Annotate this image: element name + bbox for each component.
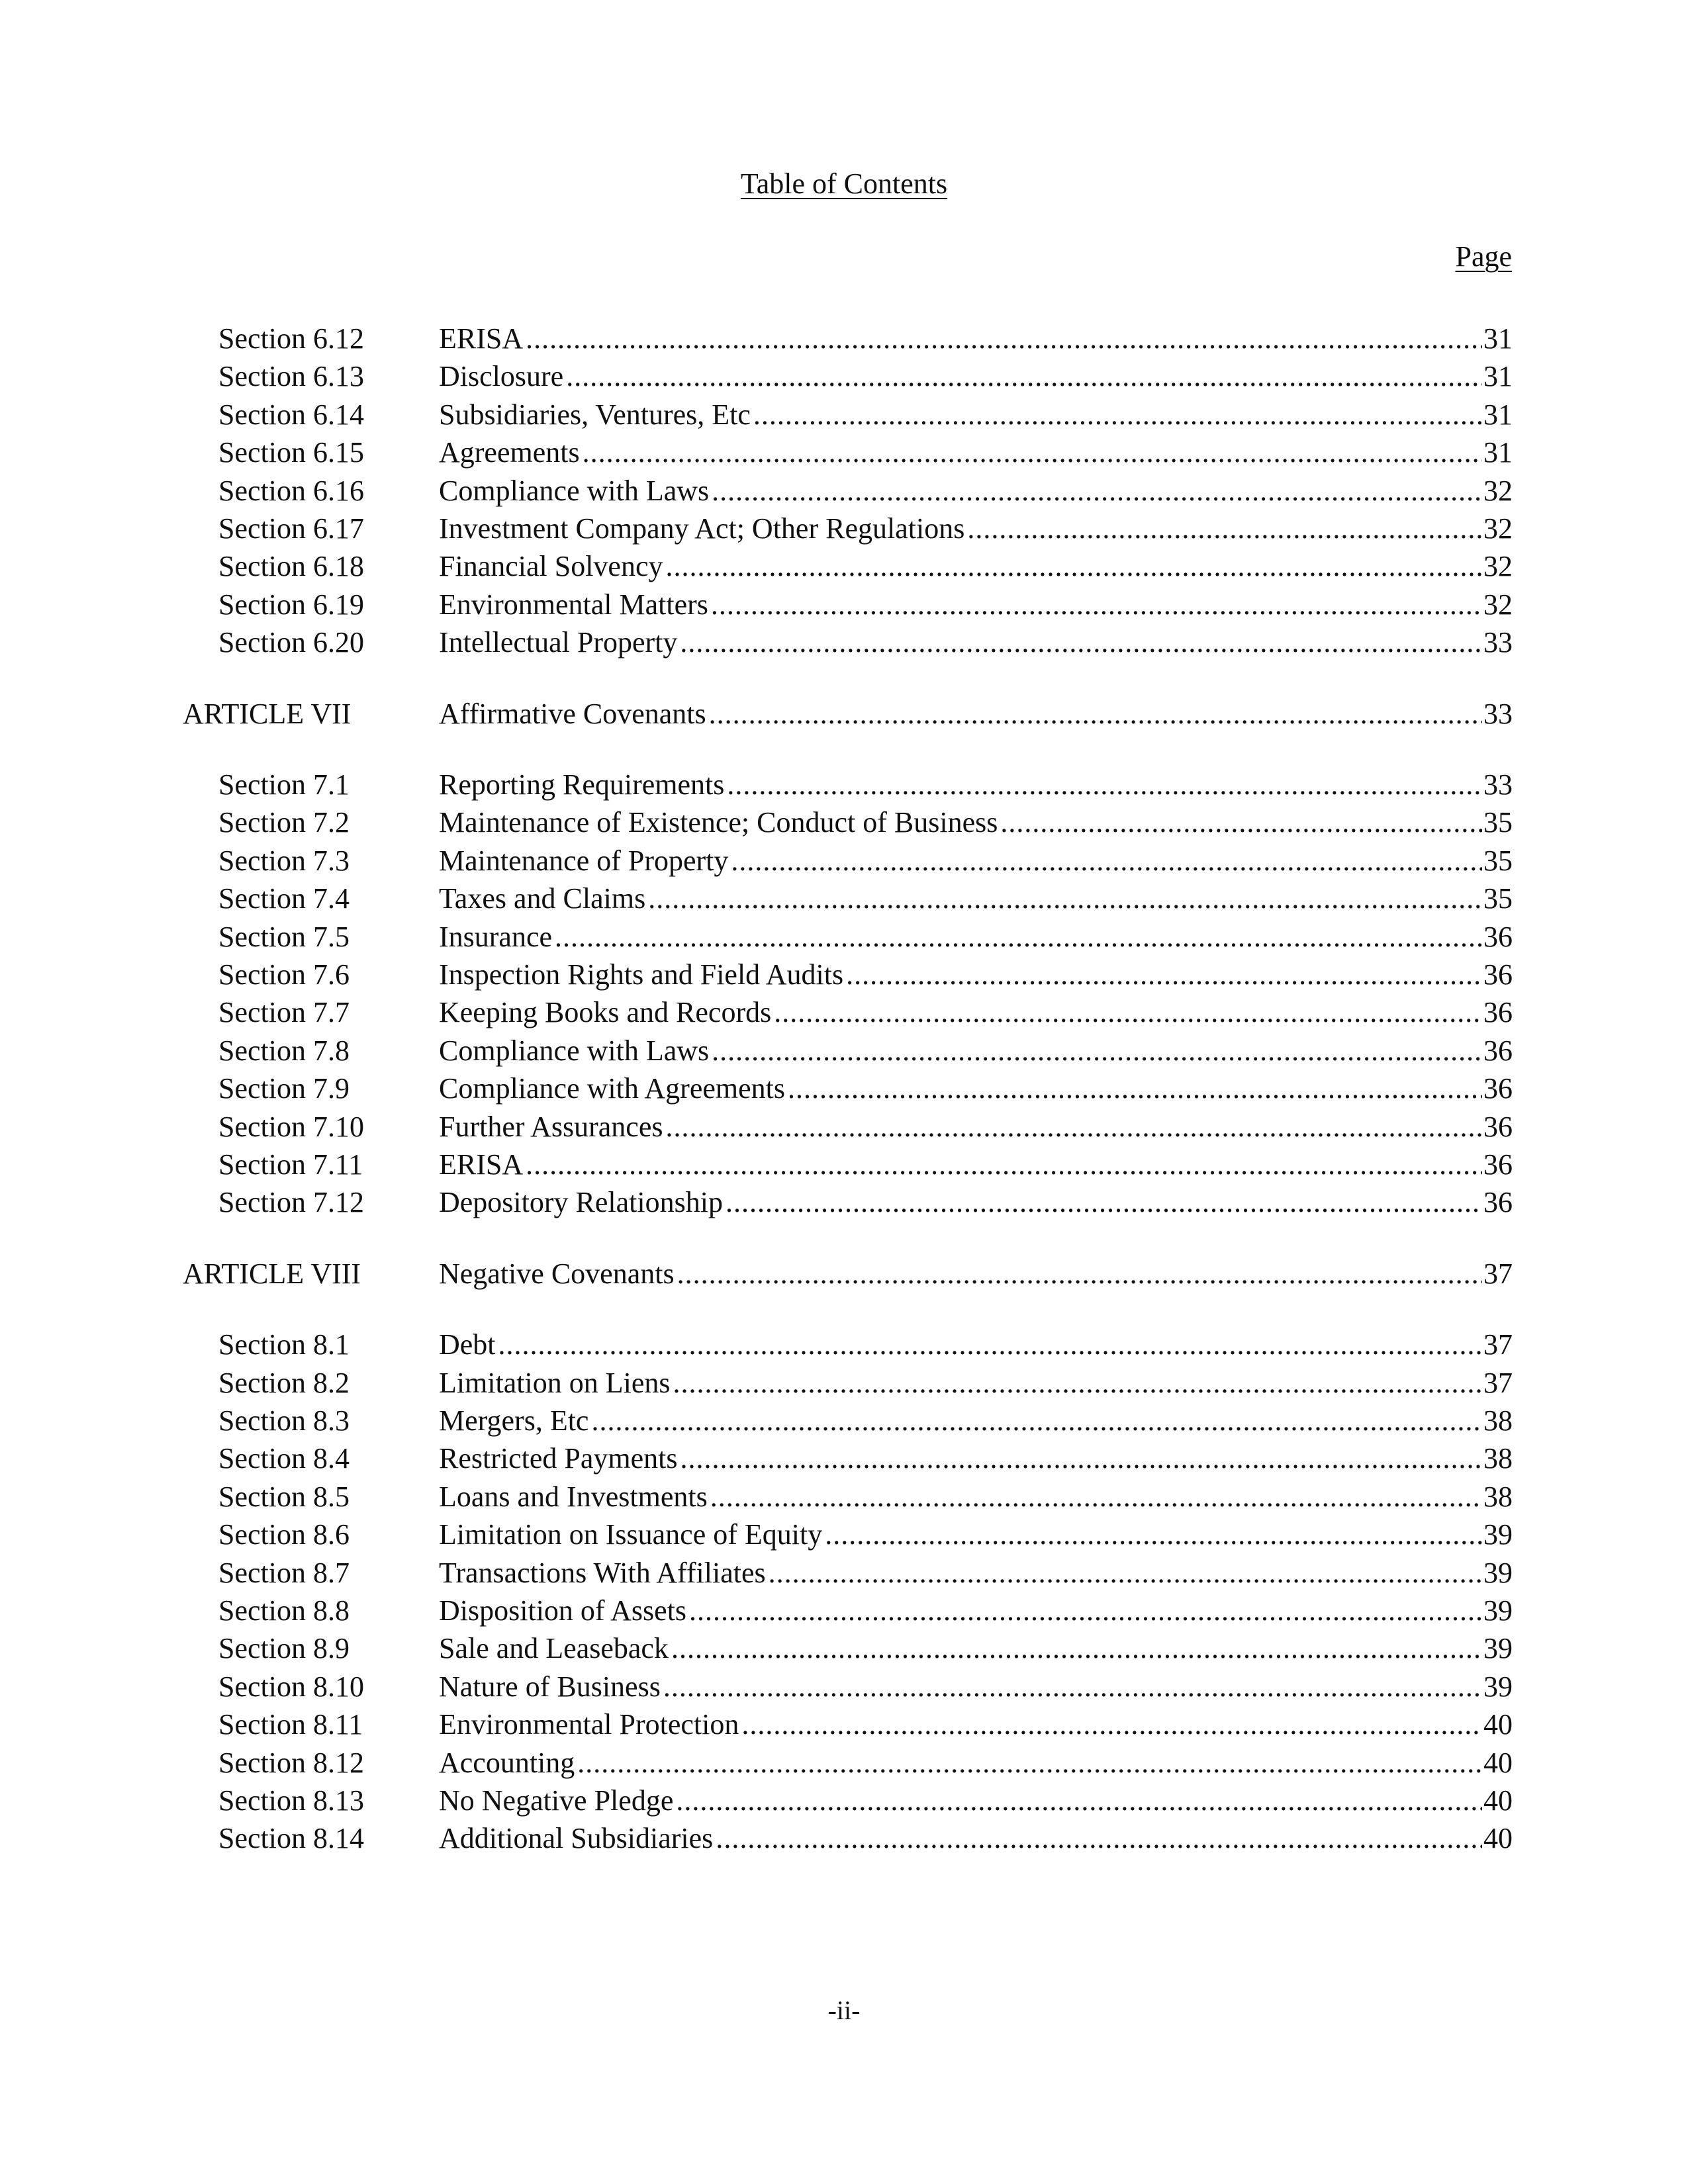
dot-leader <box>677 1255 1482 1293</box>
entry-title: Restricted Payments <box>439 1442 678 1475</box>
entry-page-number: 36 <box>1483 1148 1513 1181</box>
section-number: Section 7.6 <box>218 958 350 991</box>
section-number: Section 6.18 <box>218 550 364 582</box>
entry-page-number: 35 <box>1483 882 1513 915</box>
entry-page-number: 32 <box>1483 512 1513 545</box>
toc-entry <box>439 766 1513 804</box>
dot-leader <box>666 547 1483 586</box>
toc-entry <box>439 1478 1513 1516</box>
section-number: Section 7.5 <box>218 921 350 953</box>
toc-section-row <box>0 1183 1688 1222</box>
section-number: Section 8.14 <box>218 1822 364 1854</box>
page-column-header: Page <box>1455 240 1512 273</box>
entry-title: Nature of Business <box>439 1670 661 1703</box>
toc-entry <box>439 472 1513 510</box>
toc-entry <box>439 1516 1513 1554</box>
toc-entry <box>439 880 1513 918</box>
entry-page-number: 39 <box>1483 1557 1513 1589</box>
entry-title: No Negative Pledge <box>439 1784 674 1817</box>
section-number: Section 7.1 <box>218 768 350 801</box>
section-number: Section 6.20 <box>218 626 364 659</box>
entry-title: Intellectual Property <box>439 626 678 659</box>
entry-title: Investment Company Act; Other Regulations <box>439 512 965 545</box>
entry-title: ERISA <box>439 1148 524 1181</box>
entry-page-number: 31 <box>1483 360 1513 392</box>
section-number: Section 7.7 <box>218 996 350 1028</box>
dot-leader <box>566 357 1482 396</box>
dot-leader <box>689 1592 1482 1630</box>
entry-title: Affirmative Covenants <box>439 698 706 730</box>
entry-title: Additional Subsidiaries <box>439 1822 714 1854</box>
toc-section-row <box>0 1706 1688 1744</box>
entry-page-number: 36 <box>1483 1072 1513 1105</box>
dot-leader <box>577 1744 1482 1782</box>
entry-page-number: 36 <box>1483 996 1513 1028</box>
entry-title: Compliance with Agreements <box>439 1072 785 1105</box>
section-number: Section 6.14 <box>218 398 364 431</box>
dot-leader <box>671 1629 1482 1668</box>
toc-entry <box>439 433 1513 472</box>
entry-title: Further Assurances <box>439 1111 663 1143</box>
toc-entry <box>439 1364 1513 1402</box>
entry-title: Negative Covenants <box>439 1257 675 1290</box>
entry-title: Taxes and Claims <box>439 882 646 915</box>
toc-entry <box>439 1439 1513 1478</box>
section-number: Section 7.11 <box>218 1148 363 1181</box>
toc-entry <box>439 993 1513 1032</box>
toc-entry <box>439 956 1513 994</box>
toc-section-row <box>0 357 1688 396</box>
toc-entry <box>439 1183 1513 1222</box>
toc-entry <box>439 396 1513 434</box>
toc-section-row <box>0 1032 1688 1070</box>
section-number: Section 6.19 <box>218 588 364 621</box>
section-number: Section 8.1 <box>218 1328 350 1361</box>
section-number: Section 8.13 <box>218 1784 364 1817</box>
toc-entry <box>439 918 1513 956</box>
entry-title: ERISA <box>439 322 524 355</box>
dot-leader <box>583 433 1482 472</box>
dot-leader <box>712 472 1482 510</box>
entry-page-number: 38 <box>1483 1480 1513 1513</box>
dot-leader <box>769 1554 1482 1592</box>
entry-page-number: 33 <box>1483 698 1513 730</box>
dot-leader <box>673 1364 1482 1402</box>
dot-leader <box>648 880 1482 918</box>
section-number: Section 7.8 <box>218 1034 350 1067</box>
entry-page-number: 39 <box>1483 1594 1513 1627</box>
section-number: Section 8.12 <box>218 1747 364 1779</box>
dot-leader <box>680 1439 1483 1478</box>
toc-entry <box>439 1146 1513 1184</box>
section-number: Section 8.2 <box>218 1367 350 1399</box>
toc-section-row <box>0 1668 1688 1706</box>
section-number: Section 7.2 <box>218 806 350 839</box>
entry-title: Debt <box>439 1328 496 1361</box>
entry-page-number: 37 <box>1483 1328 1513 1361</box>
toc-section-row <box>0 1516 1688 1554</box>
entry-title: Transactions With Affiliates <box>439 1557 766 1589</box>
dot-leader <box>663 1668 1482 1706</box>
entry-page-number: 31 <box>1483 436 1513 469</box>
toc-entry <box>439 1819 1513 1858</box>
toc-entry <box>439 1782 1513 1820</box>
entry-title: Agreements <box>439 436 580 469</box>
section-number: Section 6.15 <box>218 436 364 469</box>
toc-entry <box>439 510 1513 548</box>
dot-leader <box>753 396 1482 434</box>
toc-section-row <box>0 396 1688 434</box>
entry-page-number: 39 <box>1483 1632 1513 1664</box>
entry-page-number: 32 <box>1483 550 1513 582</box>
dot-leader <box>591 1402 1482 1440</box>
section-number: Section 6.16 <box>218 475 364 507</box>
entry-page-number: 40 <box>1483 1708 1513 1741</box>
dot-leader <box>726 1183 1482 1222</box>
toc-entry <box>439 842 1513 880</box>
page-number-footer: -ii- <box>827 1995 861 2025</box>
section-number: Section 8.8 <box>218 1594 350 1627</box>
dot-leader <box>710 1478 1482 1516</box>
entry-page-number: 36 <box>1483 1186 1513 1218</box>
entry-page-number: 37 <box>1483 1257 1513 1290</box>
toc-entry <box>439 357 1513 396</box>
entry-title: Compliance with Laws <box>439 475 710 507</box>
entry-title: Limitation on Liens <box>439 1367 671 1399</box>
dot-leader <box>709 695 1482 733</box>
toc-section-row <box>0 1629 1688 1668</box>
entry-page-number: 33 <box>1483 626 1513 659</box>
toc-section-row <box>0 472 1688 510</box>
entry-title: Environmental Matters <box>439 588 708 621</box>
dot-leader <box>526 320 1482 358</box>
dot-leader <box>711 586 1482 624</box>
toc-entry <box>439 1592 1513 1630</box>
toc-entry <box>439 1706 1513 1744</box>
toc-section-row <box>0 1402 1688 1440</box>
toc-entry <box>439 695 1513 733</box>
dot-leader <box>676 1782 1482 1820</box>
toc-entry <box>439 1255 1513 1293</box>
entry-title: Reporting Requirements <box>439 768 725 801</box>
entry-title: Subsidiaries, Ventures, Etc <box>439 398 751 431</box>
toc-section-row <box>0 956 1688 994</box>
toc-section-row <box>0 766 1688 804</box>
toc-section-row <box>0 1592 1688 1630</box>
entry-title: Depository Relationship <box>439 1186 723 1218</box>
toc-entry <box>439 586 1513 624</box>
article-number: ARTICLE VIII <box>183 1257 361 1290</box>
entry-title: Financial Solvency <box>439 550 663 582</box>
dot-leader <box>716 1819 1482 1858</box>
section-number: Section 7.10 <box>218 1111 364 1143</box>
toc-section-row <box>0 1819 1688 1858</box>
dot-leader <box>731 842 1482 880</box>
page-title: Table of Contents <box>740 167 948 200</box>
entry-page-number: 36 <box>1483 1034 1513 1067</box>
dot-leader <box>774 993 1482 1032</box>
toc-entry <box>439 1069 1513 1108</box>
toc-section-row <box>0 1069 1688 1108</box>
toc-entry <box>439 1032 1513 1070</box>
toc-section-row <box>0 1478 1688 1516</box>
toc-entry <box>439 1402 1513 1440</box>
entry-title: Sale and Leaseback <box>439 1632 669 1664</box>
toc-section-row <box>0 1554 1688 1592</box>
section-number: Section 8.3 <box>218 1404 350 1437</box>
dot-leader <box>498 1326 1482 1364</box>
dot-leader <box>727 766 1482 804</box>
toc-article-row <box>0 1255 1688 1293</box>
entry-page-number: 40 <box>1483 1747 1513 1779</box>
section-number: Section 8.7 <box>218 1557 350 1589</box>
entry-title: Maintenance of Property <box>439 844 729 877</box>
toc-entry <box>439 1326 1513 1364</box>
section-number: Section 7.12 <box>218 1186 364 1218</box>
entry-page-number: 31 <box>1483 322 1513 355</box>
section-number: Section 6.17 <box>218 512 364 545</box>
dot-leader <box>967 510 1482 548</box>
entry-page-number: 38 <box>1483 1442 1513 1475</box>
toc-article-row <box>0 695 1688 733</box>
dot-leader <box>741 1706 1482 1744</box>
toc-section-row <box>0 1744 1688 1782</box>
toc-entry <box>439 803 1513 842</box>
entry-page-number: 32 <box>1483 475 1513 507</box>
entry-page-number: 40 <box>1483 1822 1513 1854</box>
toc-entry <box>439 1629 1513 1668</box>
entry-title: Maintenance of Existence; Conduct of Business <box>439 806 998 839</box>
entry-page-number: 36 <box>1483 921 1513 953</box>
toc-section-row <box>0 1108 1688 1146</box>
section-number: Section 8.4 <box>218 1442 350 1475</box>
section-number: Section 8.11 <box>218 1708 363 1741</box>
toc-section-row <box>0 1326 1688 1364</box>
toc-entry <box>439 1108 1513 1146</box>
entry-page-number: 39 <box>1483 1518 1513 1551</box>
toc-section-row <box>0 510 1688 548</box>
entry-title: Accounting <box>439 1747 575 1779</box>
toc-section-row <box>0 1364 1688 1402</box>
entry-page-number: 33 <box>1483 768 1513 801</box>
toc-section-row <box>0 547 1688 586</box>
toc-entry <box>439 623 1513 662</box>
toc-section-row <box>0 803 1688 842</box>
toc-section-row <box>0 1782 1688 1820</box>
entry-title: Mergers, Etc <box>439 1404 589 1437</box>
section-number: Section 8.9 <box>218 1632 350 1664</box>
dot-leader <box>1000 803 1482 842</box>
section-number: Section 6.13 <box>218 360 364 392</box>
toc-section-row <box>0 623 1688 662</box>
entry-title: Environmental Protection <box>439 1708 739 1741</box>
dot-leader <box>825 1516 1482 1554</box>
dot-leader <box>712 1032 1482 1070</box>
entry-title: Insurance <box>439 921 553 953</box>
entry-page-number: 35 <box>1483 806 1513 839</box>
toc-section-row <box>0 842 1688 880</box>
dot-leader <box>846 956 1482 994</box>
entry-page-number: 40 <box>1483 1784 1513 1817</box>
dot-leader <box>555 918 1482 956</box>
entry-title: Disclosure <box>439 360 564 392</box>
toc-entry <box>439 1554 1513 1592</box>
toc-section-row <box>0 433 1688 472</box>
section-number: Section 6.12 <box>218 322 364 355</box>
section-number: Section 7.9 <box>218 1072 350 1105</box>
section-number: Section 8.6 <box>218 1518 350 1551</box>
article-number: ARTICLE VII <box>183 698 352 730</box>
entry-page-number: 32 <box>1483 588 1513 621</box>
entry-title: Loans and Investments <box>439 1480 708 1513</box>
section-number: Section 7.4 <box>218 882 350 915</box>
toc-section-row <box>0 918 1688 956</box>
toc-entry <box>439 320 1513 358</box>
entry-page-number: 37 <box>1483 1367 1513 1399</box>
dot-leader <box>680 623 1482 662</box>
section-number: Section 8.10 <box>218 1670 364 1703</box>
entry-page-number: 38 <box>1483 1404 1513 1437</box>
toc-section-row <box>0 880 1688 918</box>
toc-entry <box>439 547 1513 586</box>
section-number: Section 8.5 <box>218 1480 350 1513</box>
toc-section-row <box>0 1439 1688 1478</box>
dot-leader <box>788 1069 1482 1108</box>
entry-title: Limitation on Issuance of Equity <box>439 1518 823 1551</box>
dot-leader <box>666 1108 1483 1146</box>
entry-page-number: 31 <box>1483 398 1513 431</box>
entry-page-number: 39 <box>1483 1670 1513 1703</box>
toc-section-row <box>0 993 1688 1032</box>
entry-title: Keeping Books and Records <box>439 996 772 1028</box>
entry-page-number: 36 <box>1483 958 1513 991</box>
entry-title: Compliance with Laws <box>439 1034 710 1067</box>
entry-title: Disposition of Assets <box>439 1594 687 1627</box>
toc-entry <box>439 1668 1513 1706</box>
entry-page-number: 35 <box>1483 844 1513 877</box>
toc-entry <box>439 1744 1513 1782</box>
dot-leader <box>526 1146 1482 1184</box>
section-number: Section 7.3 <box>218 844 350 877</box>
toc-section-row <box>0 1146 1688 1184</box>
entry-page-number: 36 <box>1483 1111 1513 1143</box>
entry-title: Inspection Rights and Field Audits <box>439 958 844 991</box>
toc-section-row <box>0 320 1688 358</box>
toc-section-row <box>0 586 1688 624</box>
